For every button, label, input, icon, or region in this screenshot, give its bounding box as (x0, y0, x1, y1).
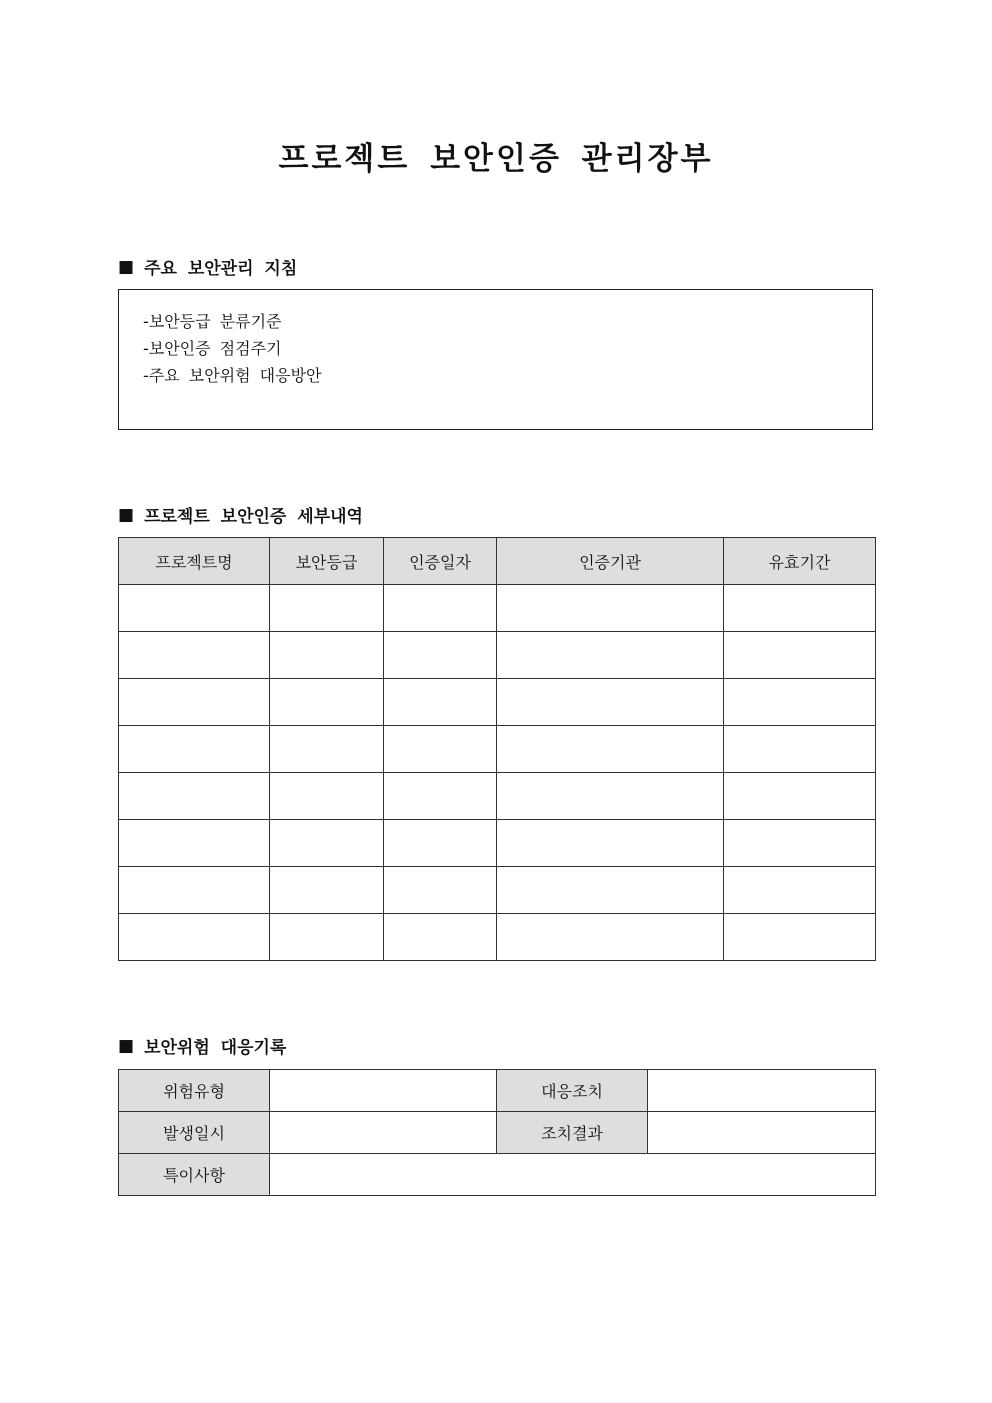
table-cell[interactable] (724, 867, 876, 914)
table-cell[interactable] (724, 726, 876, 773)
table-cell[interactable] (724, 773, 876, 820)
column-header: 인증기관 (497, 538, 724, 585)
table-cell[interactable] (119, 726, 270, 773)
guideline-item: -보안등급 분류기준 (143, 312, 282, 331)
guidelines-heading-text: 주요 보안관리 지침 (144, 259, 298, 279)
table-cell[interactable] (119, 679, 270, 726)
table-cell[interactable] (270, 867, 384, 914)
table-cell[interactable] (384, 726, 497, 773)
table-cell[interactable] (384, 585, 497, 632)
table-cell[interactable] (724, 585, 876, 632)
square-bullet-icon: ■ (118, 504, 135, 525)
table-cell[interactable] (384, 914, 497, 961)
table-cell[interactable] (724, 914, 876, 961)
table-cell[interactable] (270, 773, 384, 820)
table-row (119, 726, 876, 773)
table-cell[interactable] (384, 867, 497, 914)
risk-type-label: 위험유형 (119, 1070, 270, 1112)
table-cell[interactable] (497, 726, 724, 773)
table-cell[interactable] (724, 820, 876, 867)
guidelines-box (118, 289, 873, 430)
table-cell[interactable] (724, 632, 876, 679)
table-cell[interactable] (119, 773, 270, 820)
remarks-label: 특이사항 (119, 1154, 270, 1196)
table-row (119, 585, 876, 632)
table-row (119, 867, 876, 914)
details-heading (118, 502, 363, 527)
table-cell[interactable] (497, 914, 724, 961)
table-row (119, 820, 876, 867)
document-title: 프로젝트 보안인증 관리장부 (278, 141, 714, 177)
table-cell[interactable] (270, 914, 384, 961)
table-cell[interactable] (497, 585, 724, 632)
table-cell[interactable] (384, 773, 497, 820)
table-row (119, 773, 876, 820)
table-row (119, 679, 876, 726)
table-cell[interactable] (384, 679, 497, 726)
response-action-field[interactable] (648, 1070, 876, 1112)
column-header: 유효기간 (724, 538, 876, 585)
square-bullet-icon: ■ (118, 1035, 135, 1056)
table-cell[interactable] (270, 632, 384, 679)
action-result-field[interactable] (648, 1112, 876, 1154)
risk-record-heading-text: 보안위험 대응기록 (144, 1038, 287, 1058)
table-cell[interactable] (119, 632, 270, 679)
table-cell[interactable] (119, 867, 270, 914)
risk-type-field[interactable] (270, 1070, 497, 1112)
column-header: 보안등급 (270, 538, 384, 585)
details-table (118, 537, 876, 961)
table-cell[interactable] (270, 585, 384, 632)
guidelines-heading (118, 254, 297, 279)
occurred-at-label: 발생일시 (119, 1112, 270, 1154)
table-row (119, 1070, 876, 1112)
details-heading-text: 프로젝트 보안인증 세부내역 (144, 507, 363, 527)
occurred-at-field[interactable] (270, 1112, 497, 1154)
column-header: 프로젝트명 (119, 538, 270, 585)
table-cell[interactable] (497, 867, 724, 914)
guideline-item: -보안인증 점검주기 (143, 339, 282, 358)
column-header: 인증일자 (384, 538, 497, 585)
table-row (119, 632, 876, 679)
table-cell[interactable] (497, 632, 724, 679)
table-cell[interactable] (270, 679, 384, 726)
remarks-field[interactable] (270, 1154, 876, 1196)
table-cell[interactable] (119, 585, 270, 632)
table-cell[interactable] (497, 773, 724, 820)
square-bullet-icon: ■ (118, 256, 135, 277)
table-cell[interactable] (497, 679, 724, 726)
table-row (119, 1154, 876, 1196)
table-cell[interactable] (724, 679, 876, 726)
risk-record-table (118, 1069, 876, 1196)
risk-record-heading (118, 1033, 286, 1058)
table-cell[interactable] (384, 632, 497, 679)
table-cell[interactable] (270, 726, 384, 773)
table-cell[interactable] (270, 820, 384, 867)
action-result-label: 조치결과 (497, 1112, 648, 1154)
table-row (119, 914, 876, 961)
table-cell[interactable] (119, 820, 270, 867)
table-cell[interactable] (119, 914, 270, 961)
table-header-row (119, 538, 876, 585)
guideline-item: -주요 보안위험 대응방안 (143, 366, 322, 385)
response-action-label: 대응조치 (497, 1070, 648, 1112)
table-row (119, 1112, 876, 1154)
table-cell[interactable] (384, 820, 497, 867)
table-cell[interactable] (497, 820, 724, 867)
